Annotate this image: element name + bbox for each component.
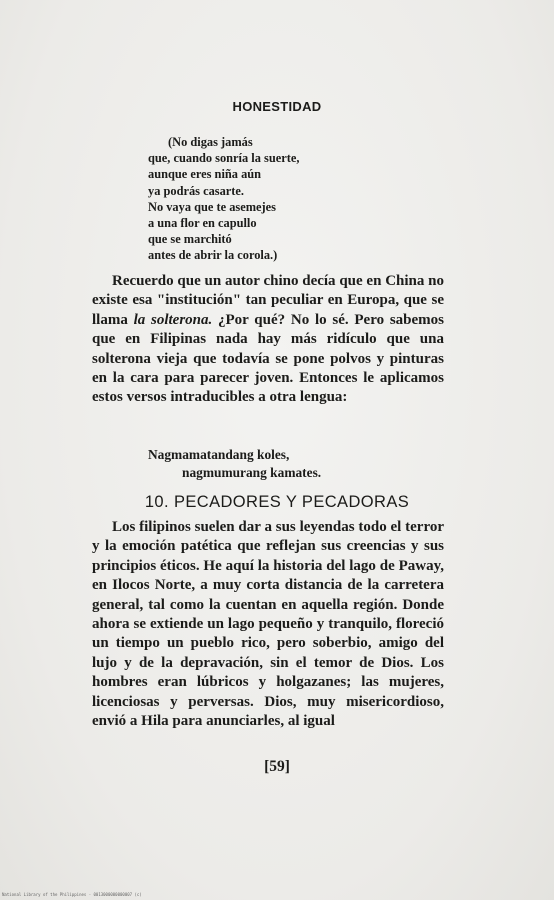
- verse-line: a una flor en capullo: [148, 216, 257, 231]
- verse-line: antes de abrir la corola.): [148, 248, 278, 263]
- scan-footer-note: National Library of the Philippines · 0013000000000007 (c): [2, 892, 142, 897]
- paragraph-text-part: ¿Por qué? No lo sé. Pero sabemos que en Filipinas nada hay más ridículo que una solterona vieja que todavía se pone polvos y pinturas en la cara para parecer joven. Entonces le aplicamos estos versos intraducibles a otra lengua:: [92, 311, 444, 406]
- page-number: [59]: [264, 758, 290, 775]
- verse-line: aunque eres niña aún: [148, 167, 262, 182]
- verse-line: que, cuando sonría la suerte,: [148, 151, 300, 166]
- italic-term: la solterona.: [133, 311, 213, 328]
- section-heading: 10. PECADORES Y PECADORAS: [144, 493, 410, 511]
- paragraph-text-part: Recuerdo que un autor chino decía que en China no existe esa "institución" tan peculiar en Europa, que se llama: [92, 273, 444, 328]
- paragraph-text: Los filipinos suelen dar a sus leyendas todo el terror y la emoción patética que reflejan sus creencias y sus principios éticos. He aquí la historia del lago de Paway, en Ilocos Norte, a muy corta distancia de la carretera general, tal como la cuentan en aquella región. Donde ahora se extiende un lago pequeño y tranquilo, floreció un tiempo un pueblo rico, pero soberbio, amigo del lujo y de la depravación, sin el temor de Dios. Los hombres eran lúbricos y holgazanes; las mujeres, licenciosas y perversas. Dios, muy misericordioso, envió a Hila para anunciarles, al igual: [92, 519, 444, 730]
- paragraph-text: [92, 272, 444, 408]
- verse-line: No vaya que te asemejes: [148, 199, 277, 214]
- verse-block: [148, 134, 299, 264]
- verse-line: ya podrás casarte.: [148, 183, 245, 198]
- verse-line: que se marchitó: [148, 232, 232, 247]
- running-head: HONESTIDAD: [232, 99, 322, 114]
- couplet-line: nagmumurang kamates.: [182, 464, 322, 480]
- verse-line: (No digas jamás: [168, 135, 253, 149]
- tagalog-couplet: [148, 446, 321, 481]
- paragraph-paway-legend: [92, 518, 444, 731]
- couplet-line: Nagmamatandang koles,: [148, 447, 290, 462]
- paragraph-solterona: [92, 272, 444, 408]
